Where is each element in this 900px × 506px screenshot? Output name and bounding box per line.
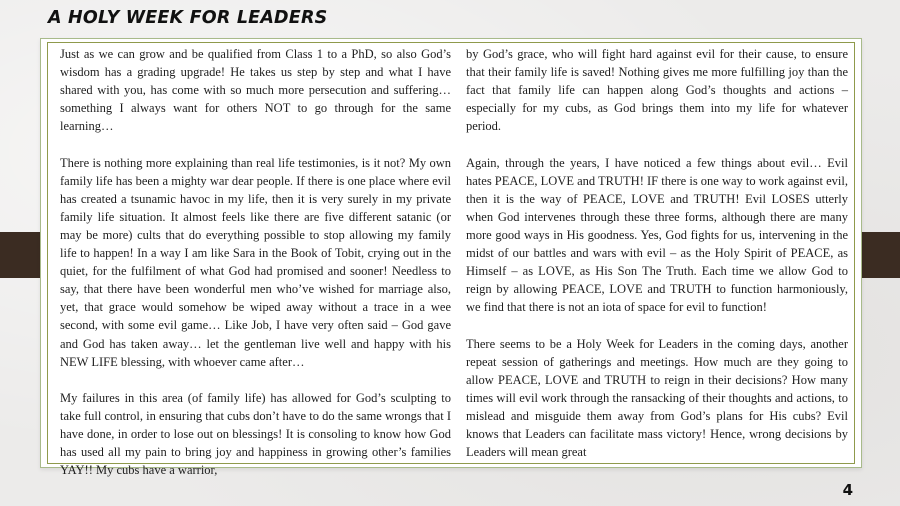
paragraph: Again, through the years, I have noticed a few things about evil… Evil hates PEACE, LOVE and TRUTH! IF there is one way to work against evil, then it is the way of PEACE, LOVE and TRUTH! Evil LOSES utterly when God intervenes through these three forms, although there are many more good ways in His goodness. Yes, God fights for us, intervening in the midst of our battles and wars with evil – as the Holy Spirit of PEACE, as Himself – as LOVE, as His Son The Truth. Each time we allow God to reign by allowing PEACE, LOVE and TRUTH to function harmoniously, we find that there is not an iota of space for evil to function! <box>466 155 848 315</box>
content-frame <box>47 42 855 478</box>
paragraph: My failures in this area (of family life) has allowed for God’s sculpting to take full control, in ensuring that cubs don’t have to do the same wrongs that I have done, in order to lose out on blessings! It is consoling to know how God has used all my pain to bring joy and happiness in growing other’s families YAY!! My cubs have a warrior, <box>60 390 451 478</box>
left-text-column <box>60 45 451 497</box>
right-text-column <box>466 45 848 479</box>
paragraph: by God’s grace, who will fight hard against evil for their cause, to ensure that their family life is saved! Nothing gives me more fulfilling joy than the fact that family life can happen along God’s thoughts and actions – especially for my cubs, as God brings them into my life for whatever period. <box>466 47 848 134</box>
paragraph: Just as we can grow and be qualified from Class 1 to a PhD, so also God’s wisdom has a grading upgrade! He takes us step by step and what I have shared with you, has come with so much more persecution and suffering… something I always want for others NOT to go through for the same learning… <box>60 47 451 134</box>
paragraph: There is nothing more explaining than real life testimonies, is it not? My own family life has been a mighty war dear people. If there is one place where evil has created a tsunamic havoc in my life, then it is very surely in my private family life situation. It almost feels like there are five different satanic (or may be more) cults that do everything possible to stop allowing my family life to happen! In a way I am like Sara in the Book of Tobit, crying out in the quiet, for the fulfilment of what God had promised and sooner! Needless to say, that there have been wonderful men who’ve wished for marriage also, yet, that grace would somehow be wiped away without a trace in a wee second, with some evil game… Like Job, I have very often said – God gave and God has taken away… let the gentleman live well and happy with his NEW LIFE blessing, with whoever came after… <box>60 155 451 369</box>
page-title: A HOLY WEEK FOR LEADERS <box>48 8 328 28</box>
paragraph: There seems to be a Holy Week for Leaders in the coming days, another repeat session of gatherings and meetings. How much are they going to allow PEACE, LOVE and TRUTH to reign in their decisions? How many times will evil work through the ransacking of their thoughts and actions, to mislead and misguide them away from God’s plans for His cubs? Evil knows that Leaders can facilitate mass victory! Hence, wrong decisions by Leaders will mean great <box>466 336 848 460</box>
page-number: 4 <box>842 481 853 499</box>
content-card <box>40 38 862 478</box>
